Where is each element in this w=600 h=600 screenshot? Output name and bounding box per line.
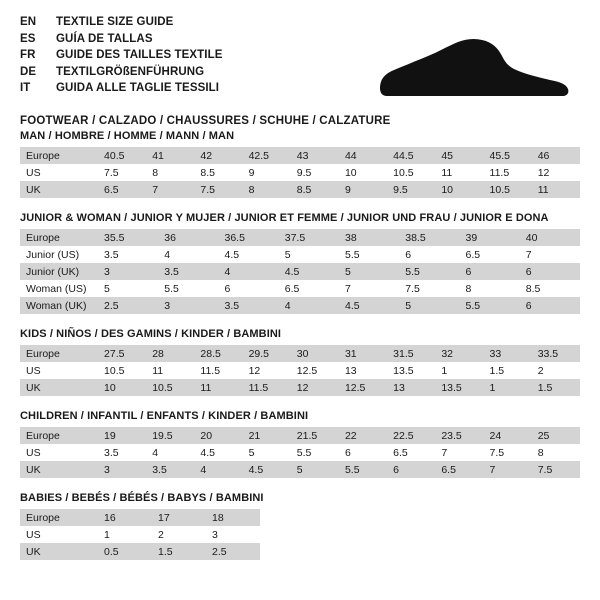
size-cell: 22 bbox=[339, 427, 387, 444]
language-code: IT bbox=[20, 82, 31, 94]
row-label: UK bbox=[20, 461, 98, 478]
size-cell: 29.5 bbox=[243, 345, 291, 362]
size-cell: 10 bbox=[98, 379, 146, 396]
size-cell: 1.5 bbox=[484, 362, 532, 379]
size-cell: 12.5 bbox=[291, 362, 339, 379]
size-cell: 7.5 bbox=[399, 280, 459, 297]
section-title: KIDS / NIÑOS / DES GAMINS / KINDER / BAMBINI bbox=[20, 328, 282, 340]
size-cell: 31 bbox=[339, 345, 387, 362]
size-cell: 45 bbox=[435, 147, 483, 164]
size-cell: 13 bbox=[339, 362, 387, 379]
language-title: GUÍA DE TALLAS bbox=[56, 32, 153, 45]
section-title: MAN / HOMBRE / HOMME / MANN / MAN bbox=[20, 130, 235, 142]
size-cell: 3.5 bbox=[146, 461, 194, 478]
row-label: Junior (UK) bbox=[20, 263, 98, 280]
table-row bbox=[20, 147, 580, 164]
size-cell: 7.5 bbox=[532, 461, 580, 478]
size-cell: 4.5 bbox=[194, 444, 242, 461]
filler-cell bbox=[260, 509, 580, 526]
language-row bbox=[20, 16, 580, 33]
size-cell: 31.5 bbox=[387, 345, 435, 362]
table-row bbox=[20, 543, 580, 560]
size-table bbox=[20, 509, 580, 560]
dress-shoe-icon bbox=[372, 34, 572, 106]
language-code: FR bbox=[20, 49, 36, 61]
row-label: UK bbox=[20, 181, 98, 198]
size-cell: 12 bbox=[291, 379, 339, 396]
size-cell: 3 bbox=[98, 263, 158, 280]
size-cell: 3.5 bbox=[158, 263, 218, 280]
size-section bbox=[20, 130, 580, 198]
size-cell: 6 bbox=[219, 280, 279, 297]
row-label: Europe bbox=[20, 345, 98, 362]
size-cell: 7 bbox=[484, 461, 532, 478]
size-cell: 3.5 bbox=[98, 444, 146, 461]
size-cell: 36 bbox=[158, 229, 218, 246]
table-row bbox=[20, 164, 580, 181]
size-cell: 13 bbox=[387, 379, 435, 396]
size-cell: 41 bbox=[146, 147, 194, 164]
size-cell: 42.5 bbox=[243, 147, 291, 164]
size-table bbox=[20, 427, 580, 478]
row-label: US bbox=[20, 444, 98, 461]
size-cell: 4 bbox=[158, 246, 218, 263]
size-cell: 4 bbox=[194, 461, 242, 478]
row-label: UK bbox=[20, 379, 98, 396]
row-label: UK bbox=[20, 543, 98, 560]
size-cell: 3 bbox=[98, 461, 146, 478]
table-row bbox=[20, 263, 580, 280]
size-cell: 2 bbox=[152, 526, 206, 543]
size-cell: 4 bbox=[146, 444, 194, 461]
size-cell: 13.5 bbox=[387, 362, 435, 379]
size-cell: 9.5 bbox=[291, 164, 339, 181]
table-row bbox=[20, 526, 580, 543]
category-line: FOOTWEAR / CALZADO / CHAUSSURES / SCHUHE / CALZATURE bbox=[20, 114, 391, 127]
size-cell: 6.5 bbox=[387, 444, 435, 461]
size-cell: 7 bbox=[520, 246, 580, 263]
size-cell: 12 bbox=[532, 164, 580, 181]
size-cell: 8 bbox=[460, 280, 520, 297]
size-cell: 11 bbox=[146, 362, 194, 379]
size-cell: 36.5 bbox=[219, 229, 279, 246]
table-row bbox=[20, 246, 580, 263]
section-title: CHILDREN / INFANTIL / ENFANTS / KINDER / BAMBINI bbox=[20, 410, 309, 422]
size-cell: 38 bbox=[339, 229, 399, 246]
size-cell: 2.5 bbox=[98, 297, 158, 314]
size-cell: 33 bbox=[484, 345, 532, 362]
size-cell: 11.5 bbox=[194, 362, 242, 379]
size-cell: 21.5 bbox=[291, 427, 339, 444]
size-cell: 1 bbox=[98, 526, 152, 543]
size-table bbox=[20, 147, 580, 198]
size-cell: 38.5 bbox=[399, 229, 459, 246]
size-cell: 8.5 bbox=[520, 280, 580, 297]
filler-cell bbox=[260, 543, 580, 560]
table-row bbox=[20, 461, 580, 478]
size-cell: 5 bbox=[399, 297, 459, 314]
size-cell: 6 bbox=[399, 246, 459, 263]
row-label: US bbox=[20, 526, 98, 543]
size-cell: 1.5 bbox=[532, 379, 580, 396]
size-cell: 18 bbox=[206, 509, 260, 526]
size-cell: 7.5 bbox=[484, 444, 532, 461]
size-cell: 5.5 bbox=[339, 461, 387, 478]
page-header bbox=[20, 16, 580, 127]
size-cell: 9 bbox=[243, 164, 291, 181]
size-cell: 17 bbox=[152, 509, 206, 526]
size-cell: 6.5 bbox=[460, 246, 520, 263]
size-cell: 6.5 bbox=[98, 181, 146, 198]
size-cell: 4 bbox=[219, 263, 279, 280]
language-title: GUIDA ALLE TAGLIE TESSILI bbox=[56, 82, 220, 94]
size-cell: 3 bbox=[158, 297, 218, 314]
size-cell: 7 bbox=[339, 280, 399, 297]
table-row bbox=[20, 280, 580, 297]
size-section bbox=[20, 492, 580, 560]
filler-cell bbox=[260, 526, 580, 543]
size-cell: 25 bbox=[532, 427, 580, 444]
size-cell: 4 bbox=[279, 297, 339, 314]
section-title: BABIES / BEBÉS / BÉBÉS / BABYS / BAMBINI bbox=[20, 492, 264, 504]
size-cell: 21 bbox=[243, 427, 291, 444]
size-cell: 39 bbox=[460, 229, 520, 246]
size-cell: 6 bbox=[460, 263, 520, 280]
row-label: US bbox=[20, 164, 98, 181]
size-cell: 6 bbox=[339, 444, 387, 461]
table-row bbox=[20, 379, 580, 396]
size-cell: 28.5 bbox=[194, 345, 242, 362]
row-label: Europe bbox=[20, 229, 98, 246]
size-cell: 11 bbox=[435, 164, 483, 181]
size-cell: 7 bbox=[435, 444, 483, 461]
size-cell: 37.5 bbox=[279, 229, 339, 246]
row-label: US bbox=[20, 362, 98, 379]
size-cell: 7.5 bbox=[194, 181, 242, 198]
size-cell: 5 bbox=[291, 461, 339, 478]
row-label: Woman (UK) bbox=[20, 297, 98, 314]
size-cell: 3.5 bbox=[98, 246, 158, 263]
size-cell: 0.5 bbox=[98, 543, 152, 560]
size-cell: 28 bbox=[146, 345, 194, 362]
size-cell: 9 bbox=[339, 181, 387, 198]
size-cell: 4.5 bbox=[339, 297, 399, 314]
size-cell: 5.5 bbox=[399, 263, 459, 280]
size-cell: 45.5 bbox=[484, 147, 532, 164]
size-cell: 9.5 bbox=[387, 181, 435, 198]
size-cell: 6.5 bbox=[279, 280, 339, 297]
size-cell: 13.5 bbox=[435, 379, 483, 396]
table-row bbox=[20, 444, 580, 461]
size-cell: 6.5 bbox=[435, 461, 483, 478]
size-cell: 7 bbox=[146, 181, 194, 198]
size-table bbox=[20, 229, 580, 314]
size-cell: 40.5 bbox=[98, 147, 146, 164]
size-table bbox=[20, 345, 580, 396]
size-cell: 2.5 bbox=[206, 543, 260, 560]
size-cell: 12.5 bbox=[339, 379, 387, 396]
size-cell: 19.5 bbox=[146, 427, 194, 444]
table-row bbox=[20, 297, 580, 314]
size-cell: 1.5 bbox=[152, 543, 206, 560]
size-cell: 1 bbox=[435, 362, 483, 379]
language-title: GUIDE DES TAILLES TEXTILE bbox=[56, 49, 223, 61]
section-title: JUNIOR & WOMAN / JUNIOR Y MUJER / JUNIOR ET FEMME / JUNIOR UND FRAU / JUNIOR E DONA bbox=[20, 212, 549, 224]
size-cell: 8 bbox=[243, 181, 291, 198]
size-cell: 5.5 bbox=[291, 444, 339, 461]
size-cell: 16 bbox=[98, 509, 152, 526]
language-code: ES bbox=[20, 32, 36, 45]
size-cell: 12 bbox=[243, 362, 291, 379]
row-label: Woman (US) bbox=[20, 280, 98, 297]
size-cell: 8.5 bbox=[194, 164, 242, 181]
size-cell: 5 bbox=[279, 246, 339, 263]
row-label: Europe bbox=[20, 509, 98, 526]
size-cell: 11.5 bbox=[243, 379, 291, 396]
size-cell: 46 bbox=[532, 147, 580, 164]
size-cell: 4.5 bbox=[219, 246, 279, 263]
size-cell: 3.5 bbox=[219, 297, 279, 314]
size-cell: 10.5 bbox=[387, 164, 435, 181]
size-cell: 22.5 bbox=[387, 427, 435, 444]
size-cell: 10 bbox=[339, 164, 387, 181]
table-row bbox=[20, 345, 580, 362]
size-cell: 5 bbox=[98, 280, 158, 297]
language-code: EN bbox=[20, 16, 37, 28]
size-cell: 40 bbox=[520, 229, 580, 246]
size-section bbox=[20, 212, 580, 314]
size-cell: 8 bbox=[146, 164, 194, 181]
size-cell: 5 bbox=[339, 263, 399, 280]
table-row bbox=[20, 427, 580, 444]
size-section bbox=[20, 410, 580, 478]
size-cell: 6 bbox=[520, 297, 580, 314]
size-cell: 5.5 bbox=[460, 297, 520, 314]
size-cell: 32 bbox=[435, 345, 483, 362]
language-code: DE bbox=[20, 65, 37, 78]
row-label: Junior (US) bbox=[20, 246, 98, 263]
size-cell: 43 bbox=[291, 147, 339, 164]
size-cell: 5.5 bbox=[158, 280, 218, 297]
size-tables bbox=[20, 130, 580, 560]
size-cell: 42 bbox=[194, 147, 242, 164]
size-cell: 24 bbox=[484, 427, 532, 444]
size-cell: 8 bbox=[532, 444, 580, 461]
size-cell: 20 bbox=[194, 427, 242, 444]
language-title: TEXTILE SIZE GUIDE bbox=[56, 16, 174, 28]
size-cell: 5 bbox=[243, 444, 291, 461]
size-cell: 35.5 bbox=[98, 229, 158, 246]
size-cell: 8.5 bbox=[291, 181, 339, 198]
size-cell: 4.5 bbox=[243, 461, 291, 478]
size-cell: 1 bbox=[484, 379, 532, 396]
size-cell: 11 bbox=[532, 181, 580, 198]
size-cell: 44 bbox=[339, 147, 387, 164]
size-cell: 10.5 bbox=[98, 362, 146, 379]
size-cell: 33.5 bbox=[532, 345, 580, 362]
table-row bbox=[20, 229, 580, 246]
size-section bbox=[20, 328, 580, 396]
size-cell: 10.5 bbox=[146, 379, 194, 396]
size-cell: 30 bbox=[291, 345, 339, 362]
size-cell: 11.5 bbox=[484, 164, 532, 181]
size-cell: 23.5 bbox=[435, 427, 483, 444]
size-cell: 6 bbox=[387, 461, 435, 478]
size-cell: 3 bbox=[206, 526, 260, 543]
size-cell: 5.5 bbox=[339, 246, 399, 263]
row-label: Europe bbox=[20, 147, 98, 164]
size-cell: 2 bbox=[532, 362, 580, 379]
size-cell: 4.5 bbox=[279, 263, 339, 280]
table-row bbox=[20, 509, 580, 526]
size-cell: 10.5 bbox=[484, 181, 532, 198]
size-cell: 27.5 bbox=[98, 345, 146, 362]
table-row bbox=[20, 181, 580, 198]
size-cell: 19 bbox=[98, 427, 146, 444]
table-row bbox=[20, 362, 580, 379]
size-cell: 10 bbox=[435, 181, 483, 198]
size-cell: 6 bbox=[520, 263, 580, 280]
row-label: Europe bbox=[20, 427, 98, 444]
size-cell: 44.5 bbox=[387, 147, 435, 164]
size-cell: 11 bbox=[194, 379, 242, 396]
language-title: TEXTILGRÖßENFÜHRUNG bbox=[56, 65, 205, 78]
size-cell: 7.5 bbox=[98, 164, 146, 181]
